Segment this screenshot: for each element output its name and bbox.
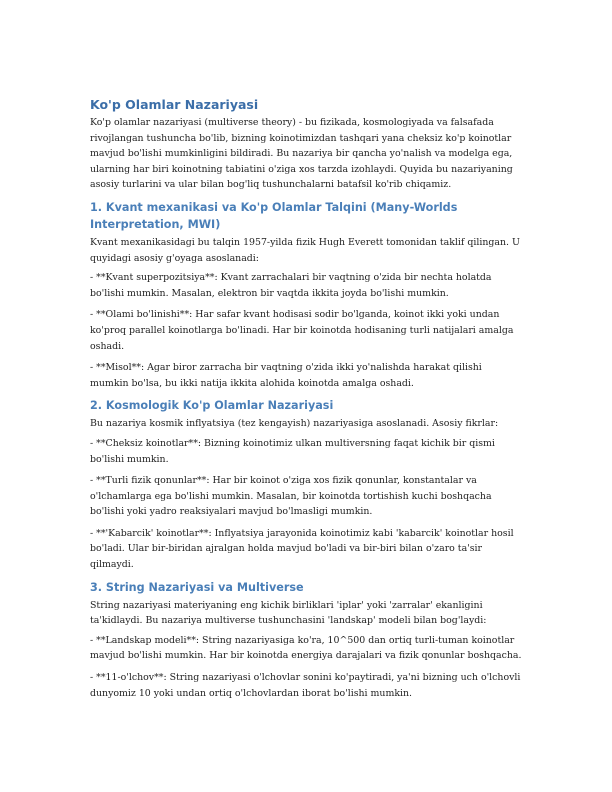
list-item: - **'Kabarcik' koinotlar**: Inflyatsiya jarayonida koinotimiz kabi 'kabarcik' koinotlar hosil bo'ladi. Ular bir-biridan ajralgan holda mavjud bo'ladi va bir-biri bilan o'zaro ta'sir qilmaydi. (90, 527, 514, 571)
list-item: - **Olami bo'linishi**: Har safar kvant hodisasi sodir bo'lganda, koinot ikki yoki undan ko'proq parallel koinotlarga bo'linadi. Har bir koinotda hodisaning turli natijalari amalga oshadi. (90, 309, 514, 352)
document-title: Ko'p Olamlar Nazariyasi (90, 97, 259, 112)
section-intro: Bu nazariya kosmik inflyatsiya (tez kengayish) nazariyasiga asoslanadi. Asosiy fikrlar: (90, 418, 499, 430)
section-intro: String nazariyasi materiyaning eng kichik birliklari 'iplar' yoki 'zarralar' ekanligini ta'kidlaydi. Bu nazariya multiverse tushunchasini 'landskap' modeli bilan bog'laydi: (90, 599, 487, 627)
section-intro: Kvant mexanikasidagi bu talqin 1957-yilda fizik Hugh Everett tomonidan taklif qilingan. U quyidagi asosiy g'oyaga asoslanadi: (90, 236, 520, 264)
section-cosmological (90, 397, 522, 572)
intro-paragraph: Ko'p olamlar nazariyasi (multiverse theory) - bu fizikada, kosmologiyada va falsafada rivojlangan tushuncha bo'lib, bizning koinotimizdan tashqari yana cheksiz ko'p koinotlar mavjud bo'lishi mumkinligini bildiradi. Bu nazariya bir qancha yo'nalish va modelga ega, ularning har biri koinotning tabiatini o'ziga xos tarzda izohlaydi. Quyida bu nazariyaning asosiy turlarini va ular bilan bog'liq tushunchalarni batafsil ko'rib chiqamiz. (90, 117, 513, 191)
list-item: - **Cheksiz koinotlar**: Bizning koinotimiz ulkan multiversning faqat kichik bir qismi bo'lishi mumkin. (90, 437, 495, 465)
section-string-theory (90, 579, 522, 702)
section-mwi (90, 199, 522, 391)
list-item: - **Turli fizik qonunlar**: Har bir koinot o'ziga xos fizik qonunlar, konstantalar va o'lchamlarga ega bo'lishi mumkin. Masalan, bir koinotda tortishish kuchi boshqacha bo'lishi yoki yadro reaksiyalari mavjud bo'lmasligi mumkin. (90, 475, 492, 518)
section-heading: 1. Kvant mexanikasi va Ko'p Olamlar Talqini (Many-Worlds Interpretation, MWI) (90, 200, 458, 231)
section-heading: 2. Kosmologik Ko'p Olamlar Nazariyasi (90, 399, 334, 413)
list-item: - **Landskap modeli**: String nazariyasiga ko'ra, 10^500 dan ortiq turli-tuman koinotlar mavjud bo'lishi mumkin. Har bir koinotda energiya darajalari va fizik qonunlar boshqacha. (90, 634, 522, 662)
list-item: - **Kvant superpozitsiya**: Kvant zarrachalari bir vaqtning o'zida bir nechta holatda bo'lishi mumkin. Masalan, elektron bir vaqtda ikkita joyda bo'lishi mumkin. (90, 272, 492, 299)
section-heading: 3. String Nazariyasi va Multiverse (90, 580, 304, 594)
document-page (90, 97, 522, 707)
list-item: - **11-o'lchov**: String nazariyasi o'lchovlar sonini ko'paytiradi, ya'ni bizning uch o'lchovli dunyomiz 10 yoki undan ortiq o'lchovlardan iborat bo'lishi mumkin. (90, 672, 521, 699)
list-item: - **Misol**: Agar biror zarracha bir vaqtning o'zida ikki yo'nalishda harakat qilishi mumkin bo'lsa, bu ikki natija ikkita alohida koinotda amalga oshadi. (90, 362, 482, 389)
